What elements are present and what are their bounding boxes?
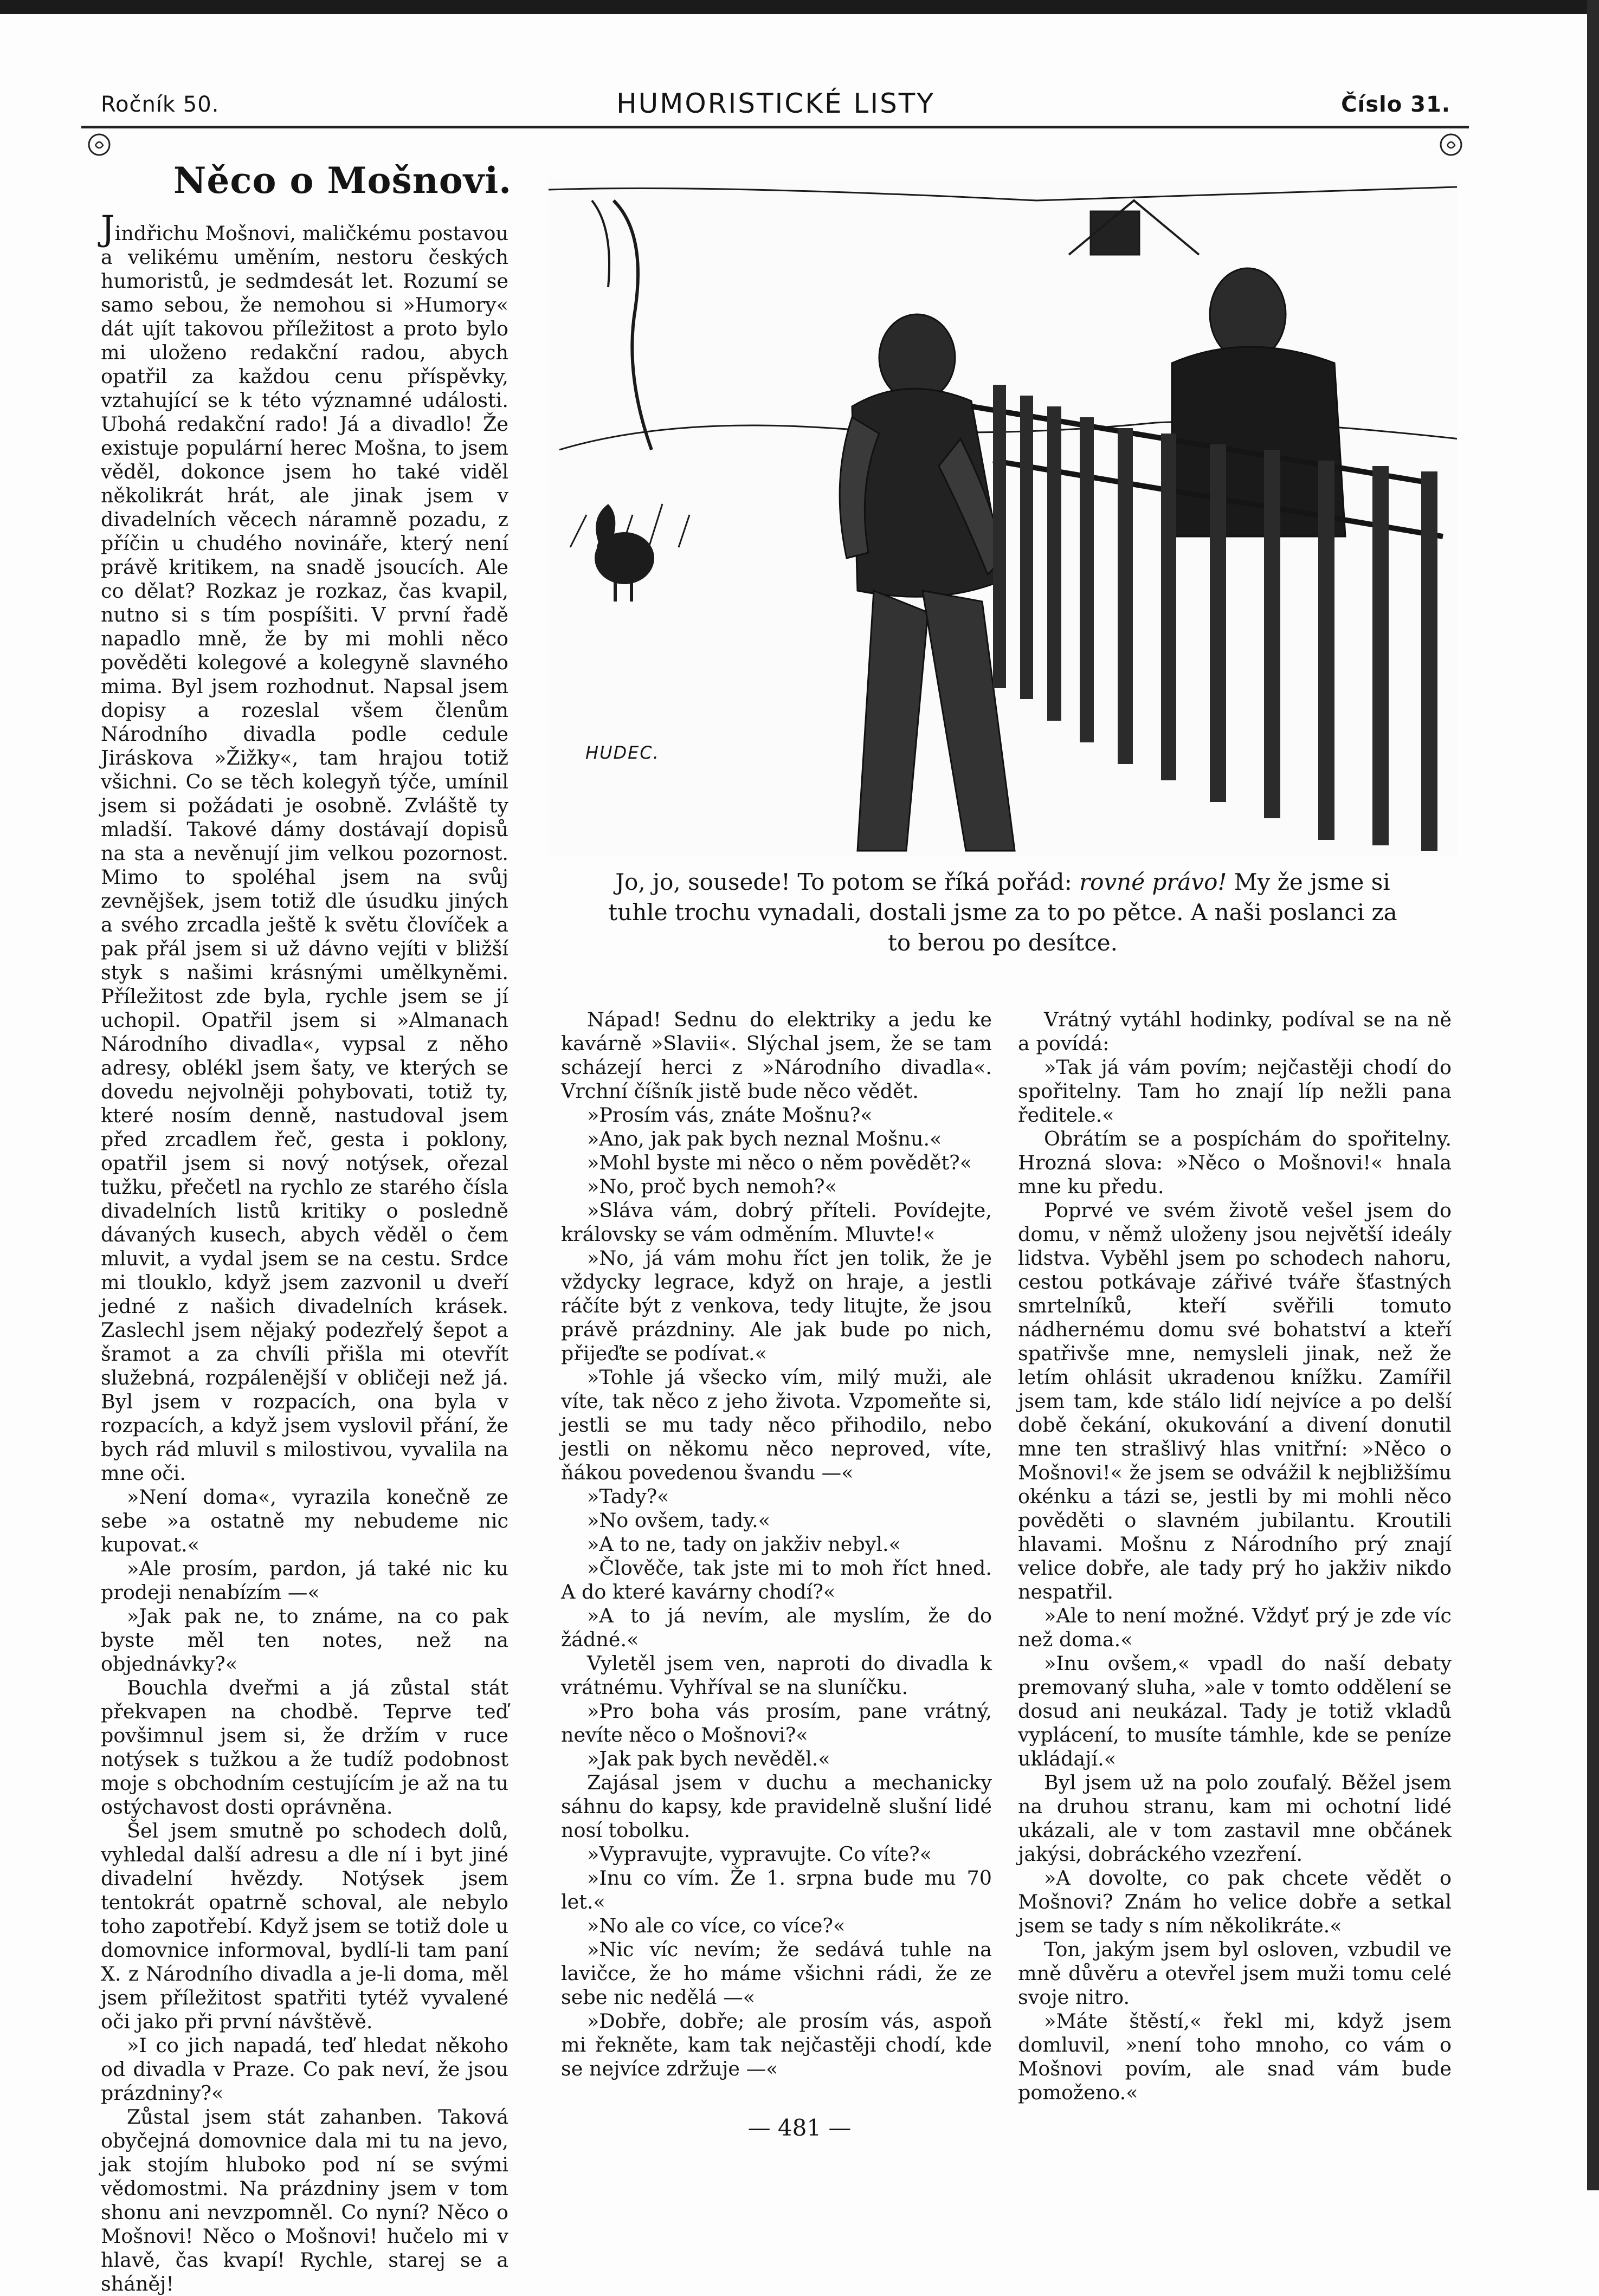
paragraph: »No, já vám mohu říct jen tolik, že je vždycky legrace, když on hraje, a jestli ráčíte být z venkova, tedy litujte, že jsou právě prázdniny. Ale jak bude po nich, přijeďte se podívat.« [561,1246,992,1365]
paragraph: Byl jsem už na polo zoufalý. Běžel jsem na druhou stranu, kam mi ochotní lidé ukázali, ale v tom zastavil mne občánek jakýsi, dobráckého vzezření. [1018,1771,1452,1866]
drop-cap: J [101,209,115,249]
paragraph: »Jak pak bych nevěděl.« [587,1747,830,1770]
paragraph: »A dovolte, co pak chcete vědět o Mošnovi? Znám ho velice dobře a setkal jsem se tady s ním několikráte.« [1018,1866,1452,1937]
paragraph: »Tohle já všecko vím, milý muži, ale víte, tak něco z jeho života. Vzpomeňte si, jestli se mu tady něco přihodilo, nebo jestli on někomu něco neproved, víte, ňákou povedenou švandu —« [561,1366,992,1484]
paragraph: Šel jsem smutně po schodech dolů, vyhledal další adresu a dle ní i byt jiné divadelní hvězdy. Notýsek jsem tentokrát opatrně schoval, ale nebylo toho zapotřebí. Když jsem se totiž dole u domovnice informoval, bydlí-li tam paní X. z Národního divadla a je-li doma, měl jsem příležitost spatřiti tytéž vyvalené oči jako při první návštěvě. [101,1819,508,2033]
paragraph: »Ano, jak pak bych neznal Mošnu.« [587,1127,942,1150]
paragraph: »A to já nevím, ale myslím, že do žádné.« [561,1604,992,1651]
page-header [101,88,1450,120]
paragraph: »Člověče, tak jste mi to moh říct hned. A do které kavárny chodí?« [561,1556,992,1603]
illustrator-signature: HUDEC. [585,742,660,763]
paragraph: »Není doma«, vyrazila konečně ze sebe »a ostatně my nebudeme nic kupovat.« [101,1485,508,1556]
paragraph: Bouchla dveřmi a já zůstal stát překvapen na chodbě. Teprve teď povšimnul jsem si, že držím v ruce notýsek s tužkou a že tudíž podobnost moje s obchodním cestujícím je až na tu ostýchavost dosti oprávněna. [101,1676,508,1819]
paragraph: »Ale to není možné. Vždyť prý je zde víc než doma.« [1018,1604,1452,1651]
paragraph: Poprvé ve svém životě vešel jsem do domu, v němž uloženy jsou největší ideály lidstva. Vyběhl jsem po schodech nahoru, cestou potkávaje zářivé tváře šťastných smrtelníků, kteří svěřili tomuto nádhernému domu své bohatství a kteří spatřivše mne, nemysleli jinak, než že letím ohlásit ukradenou knížku. Zamířil jsem tam, kde stálo lidí nejvíce a po delší době čekání, okukování a divení donutil mne ten strašlivý hlas vnitřní: »Něco o Mošnovi!« že jsem se odvážil k nejbližšímu okénku a tázi se, jestli by mi mohli něco pověděti o slavném jubilantu. Kroutili hlavami. Mošnu z Národního prý znají velice dobře, ale tady prý ho jakživ nikdo nespatřil. [1018,1199,1452,1603]
paragraph: »Tady?« [587,1485,669,1508]
paragraph: »Mohl byste mi něco o něm povědět?« [587,1151,972,1174]
paragraph: »No ale co více, co více?« [587,1914,846,1937]
paragraph: »No, proč bych nemoh?« [587,1175,837,1198]
right-ornament-icon [1439,132,1463,157]
text-column-2 [561,1008,992,2081]
paragraph: Vrátný vytáhl hodinky, podíval se na ně a povídá: [1018,1008,1452,1055]
paragraph: »Nic víc nevím; že sedává tuhle na lavičce, že ho máme všichni rádi, že ze sebe nic nedělá —« [561,1938,992,2009]
paragraph: »Tak já vám povím; nejčastěji chodí do spořitelny. Tam ho znají líp nežli pana ředitele.« [1018,1056,1452,1127]
article-title: Něco o Mošnovi. [173,159,512,202]
header-rule [81,126,1469,128]
paragraph: »Ale prosím, pardon, já také nic ku prodeji nenabízím —« [101,1557,508,1604]
paragraph: »A to ne, tady on jakživ nebyl.« [587,1532,901,1556]
paragraph: »Dobře, dobře; ale prosím vás, aspoň mi řekněte, kam tak nejčastěji chodí, kde se nejvíce zdržuje —« [561,2009,992,2080]
illustration-caption: Jo, jo, sousede! To potom se říká pořád: rovné právo! My že jsme si tuhle trochu vynadali, dostali jsme za to po pětce. A naši poslanci za to berou po desítce. [608,869,1397,956]
paragraph: Obrátím se a pospíchám do spořitelny. Hrozná slova: »Něco o Mošnovi!« hnala mne ku předu. [1018,1127,1452,1198]
paragraph: »No ovšem, tady.« [587,1509,771,1532]
paragraph: »Vypravujte, vypravujte. Co víte?« [587,1842,932,1866]
magazine-title: HUMORISTICKÉ LISTY [616,88,935,119]
paragraph: Ton, jakým jsem byl osloven, vzbudil ve mně důvěru a otevřel jsem muži tomu celé svoje nitro. [1018,1938,1452,2009]
paragraph: »Pro boha vás prosím, pane vrátný, nevíte něco o Mošnovi?« [561,1699,992,1747]
paragraph: »Inu ovšem,« vpadl do naší debaty premovaný sluha, »ale v tomto oddělení se dosud ani neukázal. Tady je totiž vkladů vyplácení, to musíte támhle, kde se peníze ukládají.« [1018,1652,1452,1770]
text-column-3 [1018,1008,1452,2105]
paragraph: »Máte štěstí,« řekl mi, když jsem domluvil, »není toho mnoho, co vám o Mošnovi povím, ale snad vám bude pomoženo.« [1018,2009,1452,2104]
paragraph: »Jak pak ne, to známe, na co pak byste měl ten notes, než na objednávky?« [101,1605,508,1676]
paragraph: Nápad! Sednu do elektriky a jedu ke kavárně »Slavii«. Slýchal jsem, že se tam scházejí herci z »Národního divadla«. Vrchní číšník jistě bude něco vědět. [561,1008,992,1103]
paragraph: Zajásal jsem v duchu a mechanicky sáhnu do kapsy, kde pravidelně slušní lidé nosí tobolku. [561,1771,992,1842]
volume-label: Ročník 50. [101,92,220,117]
scan-edge-right [1587,0,1599,2190]
paragraph: »Inu co vím. Že 1. srpna bude mu 70 let.« [561,1866,992,1913]
paragraph: Vyletěl jsem ven, naproti do divadla k vrátnému. Vyhříval se na sluníčku. [561,1652,992,1699]
text-column-1 [101,209,508,2296]
caption-emphasis: rovné právo! [1079,869,1227,895]
paragraph: »Prosím vás, znáte Mošnu?« [587,1103,873,1127]
page-number: — 481 — [747,2114,852,2141]
paragraph: »Sláva vám, dobrý příteli. Povídejte, královsky se vám odměním. Mluvte!« [561,1199,992,1246]
illustration-neighbors-at-fence [549,179,1457,856]
issue-label: Číslo 31. [1341,92,1450,117]
left-ornament-icon [87,132,112,157]
paragraph: Jindřichu Mošnovi, maličkému postavou a velikému uměním, nestoru českých humoristů, je sedmdesát let. Rozumí se samo sebou, že nemohou si »Humory« dát ujít takovou příležitost a proto bylo mi uloženo redakční radou, abych opatřil za každou cenu příspěvky, vztahující se k této významné události. Ubohá redakční rado! Já a divadlo! Že existuje populární herec Mošna, to jsem věděl, dokonce jsem ho také viděl několikrát hrát, ale jinak jsem v divadelních věcech náramně pozadu, z příčin u chudého novináře, který není právě kritikem, na snadě jsoucích. Ale co dělat? Rozkaz je rozkaz, čas kvapil, nutno si s tím pospíšiti. V první řadě napadlo mně, že by mi mohli něco pověděti kolegové a kolegyně slavného mima. Byl jsem rozhodnut. Napsal jsem dopisy a rozeslal všem členům Národního divadla podle cedule Jiráskova »Žižky«, tam hrajou totiž všichni. Co se těch kolegyň týče, umínil jsem si požádati je osobně. Zvláště ty mladší. Takové dámy dostávají dopisů na sta a nevěnují jim velkou pozornost. Mimo to spoléhal jsem na svůj zevnějšek, jsem totiž dle úsudku jiných a svého zrcadla ještě k světu človíček a pak přál jsem si už dávno vejíti v bližší styk s našimi krásnými umělkyněmi. Příležitost zde byla, rychle jsem se jí uchopil. Opatřil jsem si »Almanach Národního divadla«, vypsal z něho adresy, oblékl jsem šaty, ve kterých se dovedu nejvolněji pohybovati, totiž ty, které nosím denně, nastudoval jsem před zrcadlem řeč, gesta i poklony, opatřil jsem si nový notýsek, ořezal tužku, přečetl na rychlo ze starého čísla divadelních listů kritiky o posledně dávaných kusech, abych věděl o čem mluvit, a vydal jsem se na cestu. Srdce mi tlouklo, když jsem zazvonil u dveří jedné z našich divadelních krásek. Zaslechl jsem nějaký podezřelý šepot a šramot a za chvíli přišla mi otevřít služebná, rozpálenější v obličeji než já. Byl jsem v rozpacích, ona byla v rozpacích, a když jsem vyslovil přání, že bych rád mluvil s milostivou, vyvalila na mne oči. [101,209,508,1485]
paragraph: Zůstal jsem stát zahanben. Taková obyčejná domovnice dala mi tu na jevo, jak stojím hluboko pod ní se svými vědomostmi. Na prázdniny jsem v tom shonu ani nevzpomněl. Co nyní? Něco o Mošnovi! Něco o Mošnovi! hučelo mi v hlavě, čas kvapí! Rychle, starej se a sháněj! [101,2105,508,2295]
paragraph: »I co jich napadá, teď hledat někoho od divadla v Praze. Co pak neví, že jsou prázdniny?« [101,2034,508,2105]
scan-edge-top [0,0,1599,14]
